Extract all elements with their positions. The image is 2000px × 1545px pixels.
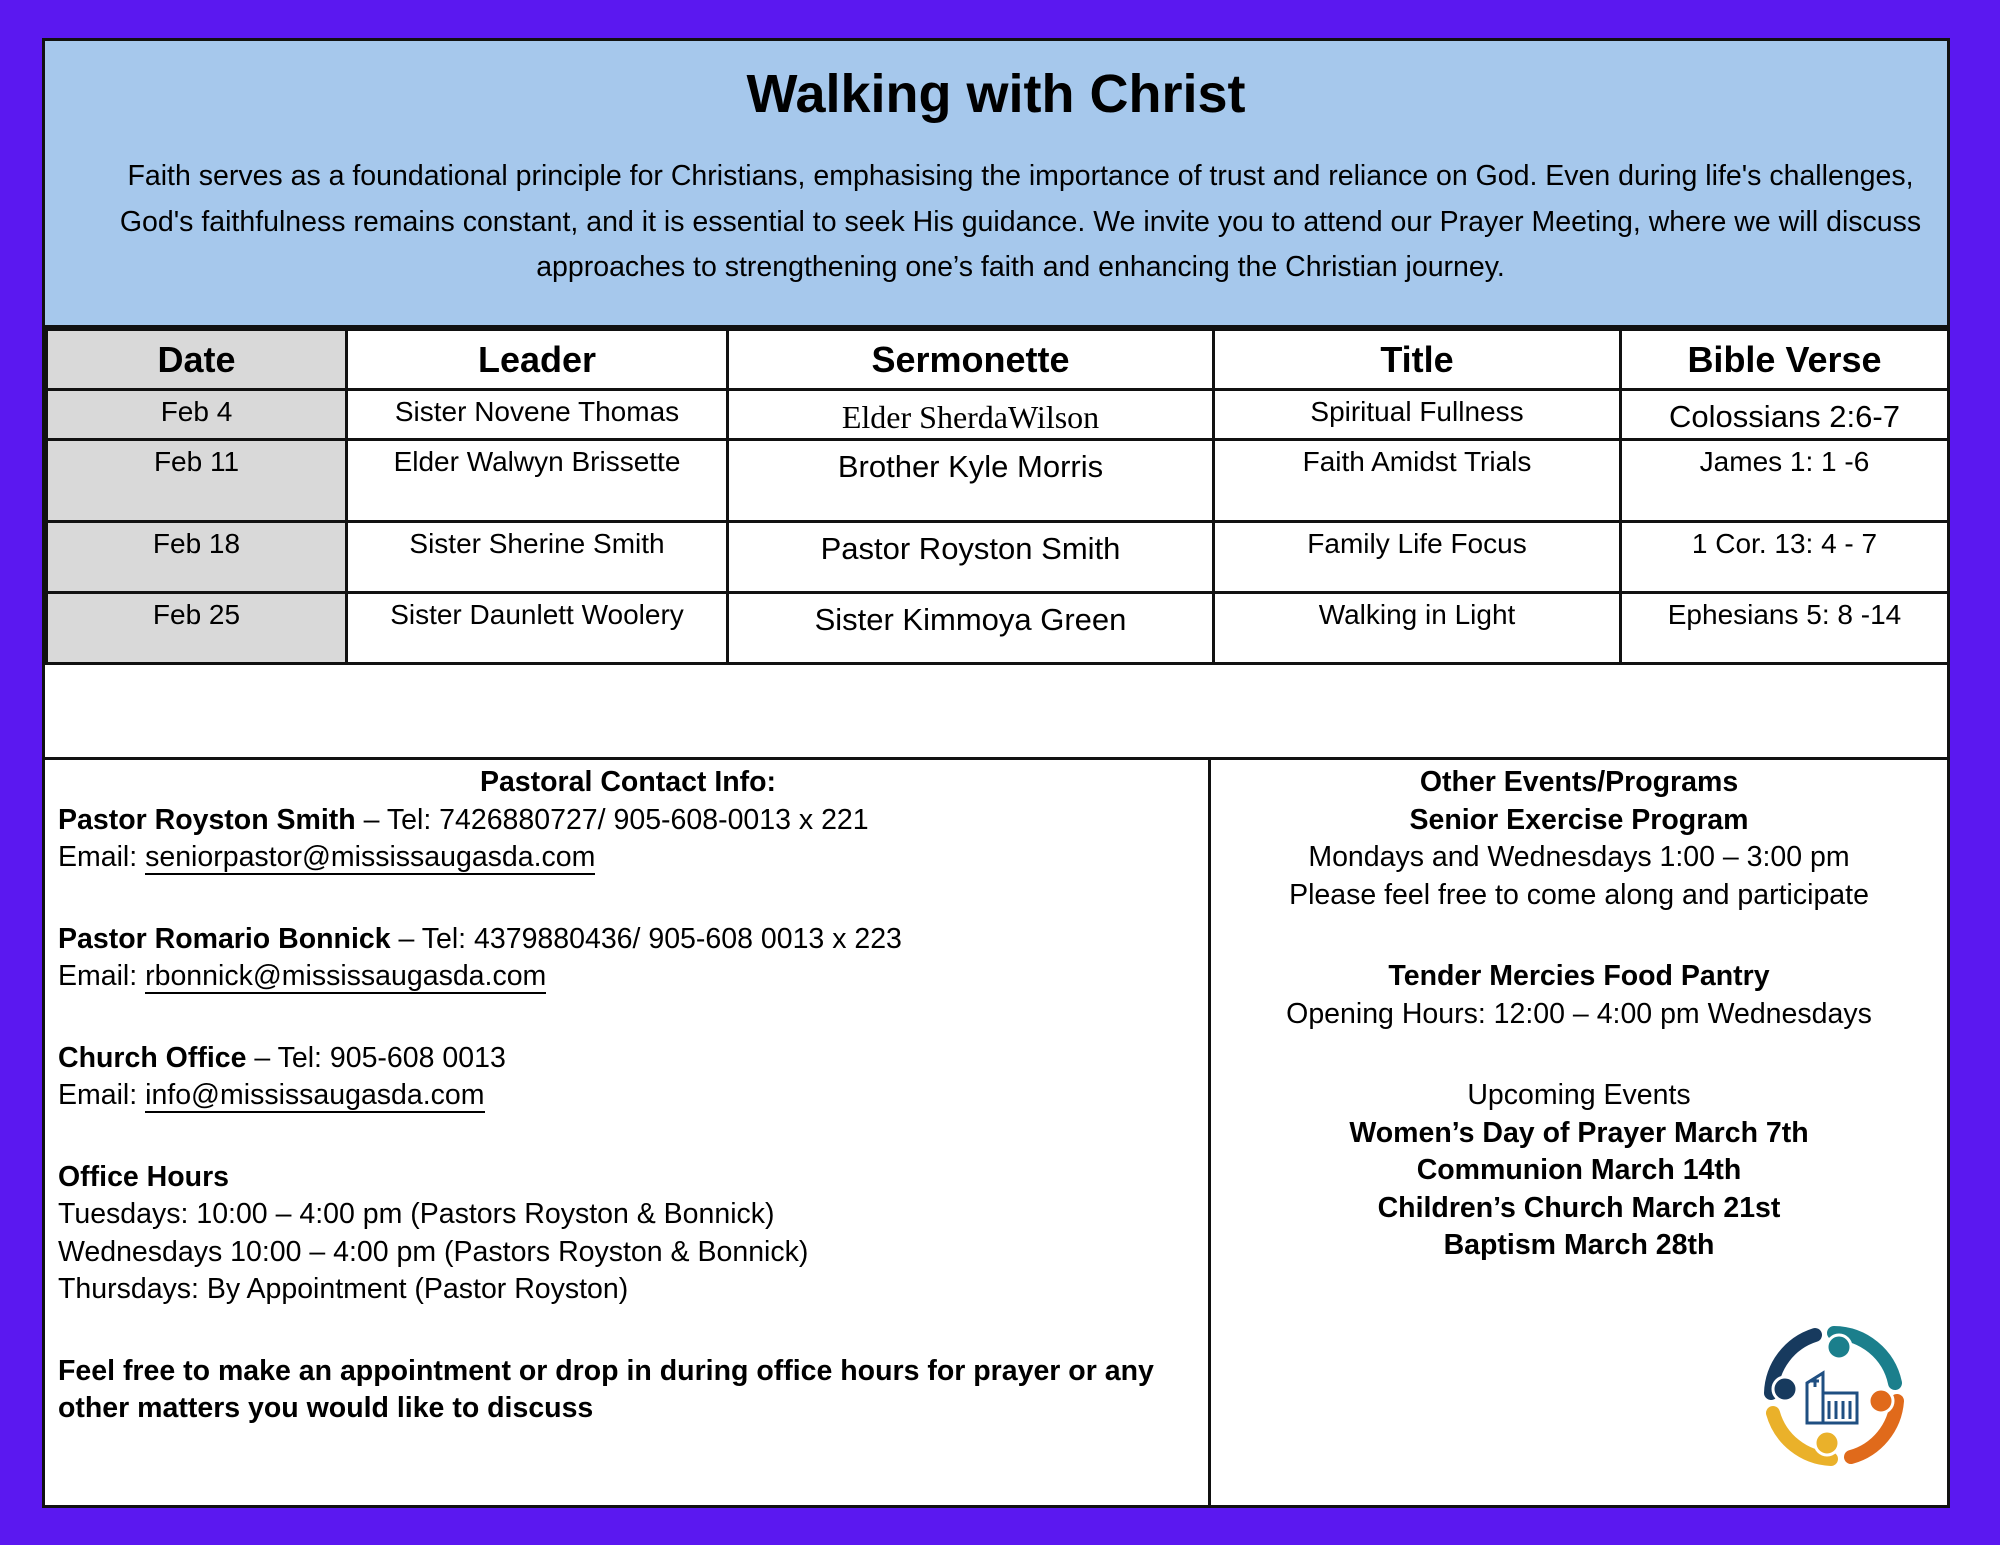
date-cell: Feb 4	[47, 390, 347, 440]
sermonette-cell: Sister Kimmoya Green	[728, 593, 1214, 664]
table-row	[47, 440, 1949, 522]
sermonette-cell: Elder SherdaWilson	[728, 390, 1214, 440]
email-label: Email:	[58, 1079, 146, 1111]
schedule-table	[45, 328, 1950, 665]
title-cell: Spiritual Fullness	[1214, 390, 1621, 440]
title-cell: Faith Amidst Trials	[1214, 440, 1621, 522]
info-section	[45, 757, 1947, 1505]
date-cell: Feb 18	[47, 522, 347, 593]
table-row	[47, 522, 1949, 593]
contact-email-line	[58, 839, 1208, 877]
contact-name: Church Office	[58, 1041, 247, 1074]
column-header-leader: Leader	[347, 330, 728, 390]
intro-line: Faith serves as a foundational principle for Christians, emphasising the importance of trust and reliance on God. Even during life's challenges,	[127, 160, 1914, 192]
email-link[interactable]: seniorpastor@mississaugasda.com	[145, 841, 596, 873]
contact-email-line	[58, 958, 1208, 996]
upcoming-event: Women’s Day of Prayer March 7th	[1349, 1116, 1809, 1149]
column-header-sermonette: Sermonette	[728, 330, 1214, 390]
column-header-title: Title	[1214, 330, 1621, 390]
leader-cell: Sister Daunlett Woolery	[347, 593, 728, 664]
email-link[interactable]: rbonnick@mississaugasda.com	[145, 960, 547, 992]
contact-entry	[58, 921, 1208, 959]
logo-dot-teal	[1827, 1335, 1851, 1359]
office-hours-heading: Office Hours	[58, 1160, 230, 1193]
senior-program-title: Senior Exercise Program	[1409, 803, 1749, 836]
date-cell: Feb 11	[47, 440, 347, 522]
date-cell: Feb 25	[47, 593, 347, 664]
leader-cell: Sister Sherine Smith	[347, 522, 728, 593]
food-pantry-hours: Opening Hours: 12:00 – 4:00 pm Wednesdays	[1286, 997, 1872, 1030]
office-hours-line: Wednesdays 10:00 – 4:00 pm (Pastors Royston & Bonnick)	[58, 1235, 809, 1268]
pastoral-contact-panel	[45, 760, 1211, 1505]
contact-entry	[58, 1040, 1208, 1078]
sermonette-cell: Pastor Royston Smith	[728, 522, 1214, 593]
leader-cell: Sister Novene Thomas	[347, 390, 728, 440]
email-label: Email:	[58, 841, 146, 873]
contact-name: Pastor Royston Smith	[58, 803, 356, 836]
intro-line: God's faithfulness remains constant, and it is essential to seek His guidance. We invite you to attend our Prayer Meeting, where we will discuss	[119, 206, 1922, 238]
verse-cell: 1 Cor. 13: 4 - 7	[1621, 522, 1949, 593]
table-row	[47, 390, 1949, 440]
header-banner	[45, 41, 1947, 328]
church-logo-icon	[1759, 1321, 1909, 1471]
upcoming-event: Children’s Church March 21st	[1377, 1191, 1781, 1224]
contact-tel: – Tel: 905-608 0013	[246, 1041, 506, 1074]
verse-cell: Colossians 2:6-7	[1621, 390, 1949, 440]
office-hours-line: Tuesdays: 10:00 – 4:00 pm (Pastors Royston & Bonnick)	[58, 1198, 775, 1230]
leader-cell: Elder Walwyn Brissette	[347, 440, 728, 522]
verse-cell: Ephesians 5: 8 -14	[1621, 593, 1949, 664]
page-title: Walking with Christ	[746, 64, 1246, 124]
contact-entry	[58, 802, 1208, 840]
upcoming-event: Communion March 14th	[1416, 1154, 1742, 1186]
events-heading: Other Events/Programs	[1419, 766, 1739, 798]
food-pantry-title: Tender Mercies Food Pantry	[1388, 960, 1770, 992]
contact-email-line	[58, 1077, 1208, 1115]
senior-program-line: Mondays and Wednesdays 1:00 – 3:00 pm	[1308, 841, 1850, 873]
flyer-sheet	[42, 38, 1950, 1508]
column-header-date: Date	[47, 330, 347, 390]
column-header-bible-verse: Bible Verse	[1621, 330, 1949, 390]
email-link[interactable]: info@mississaugasda.com	[145, 1079, 485, 1111]
logo-dot-navy	[1773, 1377, 1797, 1401]
title-cell: Family Life Focus	[1214, 522, 1621, 593]
upcoming-event: Baptism March 28th	[1443, 1229, 1715, 1261]
table-header-row	[47, 330, 1949, 390]
intro-line: approaches to strengthening one’s faith and enhancing the Christian journey.	[536, 251, 1505, 283]
sermonette-cell: Brother Kyle Morris	[728, 440, 1214, 522]
logo-church-building	[1807, 1373, 1857, 1423]
office-hours-line: Thursdays: By Appointment (Pastor Royston)	[58, 1273, 629, 1305]
logo-dot-orange	[1869, 1389, 1893, 1413]
email-label: Email:	[58, 960, 146, 992]
title-cell: Walking in Light	[1214, 593, 1621, 664]
appointment-note: Feel free to make an appointment or drop in during office hours for prayer or any other matters you would like to discuss	[58, 1354, 1154, 1424]
contact-tel: – Tel: 7426880727/ 905-608-0013 x 221	[355, 803, 869, 836]
contact-heading: Pastoral Contact Info:	[479, 766, 777, 798]
intro-paragraph	[53, 153, 1988, 289]
contact-tel: – Tel: 4379880436/ 905-608 0013 x 223	[390, 922, 902, 955]
contact-name: Pastor Romario Bonnick	[58, 922, 391, 955]
upcoming-events-label: Upcoming Events	[1467, 1079, 1691, 1111]
verse-cell: James 1: 1 -6	[1621, 440, 1949, 522]
senior-program-line: Please feel free to come along and participate	[1289, 878, 1869, 911]
events-panel	[1211, 760, 1947, 1509]
logo-dot-yellow	[1815, 1431, 1839, 1455]
table-row	[47, 593, 1949, 664]
